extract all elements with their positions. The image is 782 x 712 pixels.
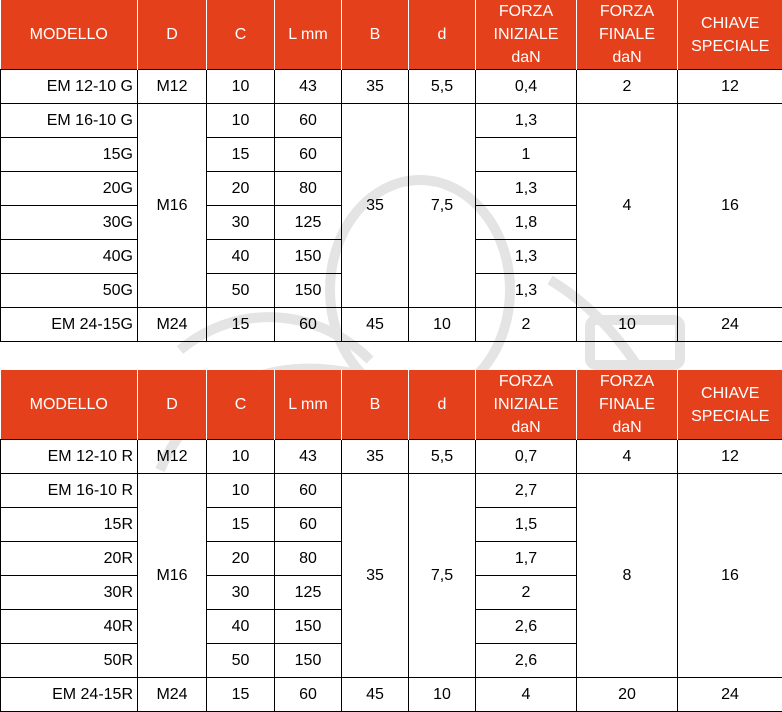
cell-model: 20G: [1, 172, 138, 206]
cell-l-mm: 60: [275, 678, 342, 712]
cell-c: 20: [207, 542, 275, 576]
cell-forza-iniziale: 2: [476, 576, 577, 610]
cell-l-mm: 43: [275, 70, 342, 104]
col-header-d-thread: D: [138, 370, 207, 440]
cell-d-diameter-merged: 7,5: [409, 104, 476, 308]
cell-forza-iniziale: 1,7: [476, 542, 577, 576]
table-row: [1, 440, 782, 474]
cell-forza-iniziale: 0,4: [476, 70, 577, 104]
cell-b-merged: 35: [342, 474, 409, 678]
cell-c: 20: [207, 172, 275, 206]
col-header-b: B: [342, 370, 409, 440]
col-header-c: C: [207, 370, 275, 440]
col-header-d-diameter: d: [409, 370, 476, 440]
cell-forza-finale: 10: [577, 308, 678, 342]
cell-b: 45: [342, 678, 409, 712]
col-header-l-mm: L mm: [275, 0, 342, 70]
cell-c: 30: [207, 576, 275, 610]
cell-l-mm: 60: [275, 308, 342, 342]
cell-forza-iniziale: 1,3: [476, 240, 577, 274]
cell-forza-iniziale: 2,6: [476, 644, 577, 678]
cell-forza-iniziale: 2,7: [476, 474, 577, 508]
cell-b: 35: [342, 440, 409, 474]
cell-forza-iniziale: 1: [476, 138, 577, 172]
cell-model: 40G: [1, 240, 138, 274]
cell-d-thread-merged: M16: [138, 474, 207, 678]
cell-chiave: 24: [678, 308, 782, 342]
cell-model: 50G: [1, 274, 138, 308]
spec-table-r: [0, 370, 782, 712]
col-header-d-thread: D: [138, 0, 207, 70]
cell-l-mm: 150: [275, 610, 342, 644]
col-header-b: B: [342, 0, 409, 70]
col-header-c: C: [207, 0, 275, 70]
cell-d-diameter-merged: 7,5: [409, 474, 476, 678]
col-header-d-diameter: d: [409, 0, 476, 70]
cell-model: 30R: [1, 576, 138, 610]
col-header-forza-finale: FORZA FINALE daN: [577, 0, 678, 70]
col-header-chiave-speciale: CHIAVE SPECIALE: [678, 370, 782, 440]
table-row: [1, 678, 782, 712]
cell-forza-finale-merged: 4: [577, 104, 678, 308]
cell-l-mm: 60: [275, 104, 342, 138]
cell-model: 15G: [1, 138, 138, 172]
cell-forza-iniziale: 0,7: [476, 440, 577, 474]
cell-model: EM 24-15R: [1, 678, 138, 712]
col-header-forza-iniziale: FORZA INIZIALE daN: [476, 0, 577, 70]
cell-forza-finale: 20: [577, 678, 678, 712]
table-row: [1, 104, 782, 138]
cell-d-thread: M12: [138, 70, 207, 104]
cell-d-diameter: 10: [409, 678, 476, 712]
cell-d-diameter: 5,5: [409, 70, 476, 104]
cell-model: EM 16-10 G: [1, 104, 138, 138]
cell-c: 50: [207, 274, 275, 308]
cell-forza-iniziale: 1,3: [476, 172, 577, 206]
cell-c: 40: [207, 610, 275, 644]
cell-d-thread-merged: M16: [138, 104, 207, 308]
cell-chiave: 12: [678, 440, 782, 474]
cell-c: 10: [207, 440, 275, 474]
cell-forza-iniziale: 2,6: [476, 610, 577, 644]
cell-l-mm: 60: [275, 508, 342, 542]
cell-b-merged: 35: [342, 104, 409, 308]
cell-forza-finale-merged: 8: [577, 474, 678, 678]
cell-forza-finale: 2: [577, 70, 678, 104]
cell-d-diameter: 5,5: [409, 440, 476, 474]
col-header-modello: MODELLO: [1, 0, 138, 70]
cell-forza-iniziale: 4: [476, 678, 577, 712]
cell-c: 15: [207, 678, 275, 712]
table-row: [1, 474, 782, 508]
cell-d-thread: M24: [138, 308, 207, 342]
cell-c: 10: [207, 104, 275, 138]
table-row: [1, 70, 782, 104]
cell-c: 10: [207, 474, 275, 508]
cell-c: 50: [207, 644, 275, 678]
cell-model: EM 16-10 R: [1, 474, 138, 508]
cell-model: 30G: [1, 206, 138, 240]
cell-l-mm: 150: [275, 240, 342, 274]
cell-c: 15: [207, 308, 275, 342]
cell-l-mm: 125: [275, 576, 342, 610]
cell-forza-iniziale: 1,8: [476, 206, 577, 240]
cell-l-mm: 125: [275, 206, 342, 240]
spec-table-g: [0, 0, 782, 342]
cell-c: 40: [207, 240, 275, 274]
cell-c: 15: [207, 138, 275, 172]
cell-d-thread: M12: [138, 440, 207, 474]
cell-model: 15R: [1, 508, 138, 542]
cell-forza-finale: 4: [577, 440, 678, 474]
cell-model: 40R: [1, 610, 138, 644]
col-header-chiave-speciale: CHIAVE SPECIALE: [678, 0, 782, 70]
cell-l-mm: 60: [275, 474, 342, 508]
cell-model: EM 12-10 G: [1, 70, 138, 104]
cell-forza-iniziale: 1,3: [476, 104, 577, 138]
cell-chiave-merged: 16: [678, 104, 782, 308]
header-row: [1, 0, 782, 70]
cell-c: 10: [207, 70, 275, 104]
cell-c: 15: [207, 508, 275, 542]
col-header-modello: MODELLO: [1, 370, 138, 440]
cell-d-diameter: 10: [409, 308, 476, 342]
cell-model: EM 12-10 R: [1, 440, 138, 474]
cell-forza-iniziale: 1,5: [476, 508, 577, 542]
cell-model: 20R: [1, 542, 138, 576]
cell-chiave: 24: [678, 678, 782, 712]
cell-l-mm: 150: [275, 274, 342, 308]
cell-chiave: 12: [678, 70, 782, 104]
cell-forza-iniziale: 1,3: [476, 274, 577, 308]
table-row: [1, 308, 782, 342]
cell-c: 30: [207, 206, 275, 240]
cell-b: 45: [342, 308, 409, 342]
cell-model: 50R: [1, 644, 138, 678]
col-header-forza-iniziale: FORZA INIZIALE daN: [476, 370, 577, 440]
cell-d-thread: M24: [138, 678, 207, 712]
cell-l-mm: 60: [275, 138, 342, 172]
cell-l-mm: 80: [275, 172, 342, 206]
cell-chiave-merged: 16: [678, 474, 782, 678]
cell-l-mm: 43: [275, 440, 342, 474]
cell-l-mm: 80: [275, 542, 342, 576]
cell-l-mm: 150: [275, 644, 342, 678]
cell-forza-iniziale: 2: [476, 308, 577, 342]
cell-b: 35: [342, 70, 409, 104]
col-header-l-mm: L mm: [275, 370, 342, 440]
header-row: [1, 370, 782, 440]
col-header-forza-finale: FORZA FINALE daN: [577, 370, 678, 440]
cell-model: EM 24-15G: [1, 308, 138, 342]
